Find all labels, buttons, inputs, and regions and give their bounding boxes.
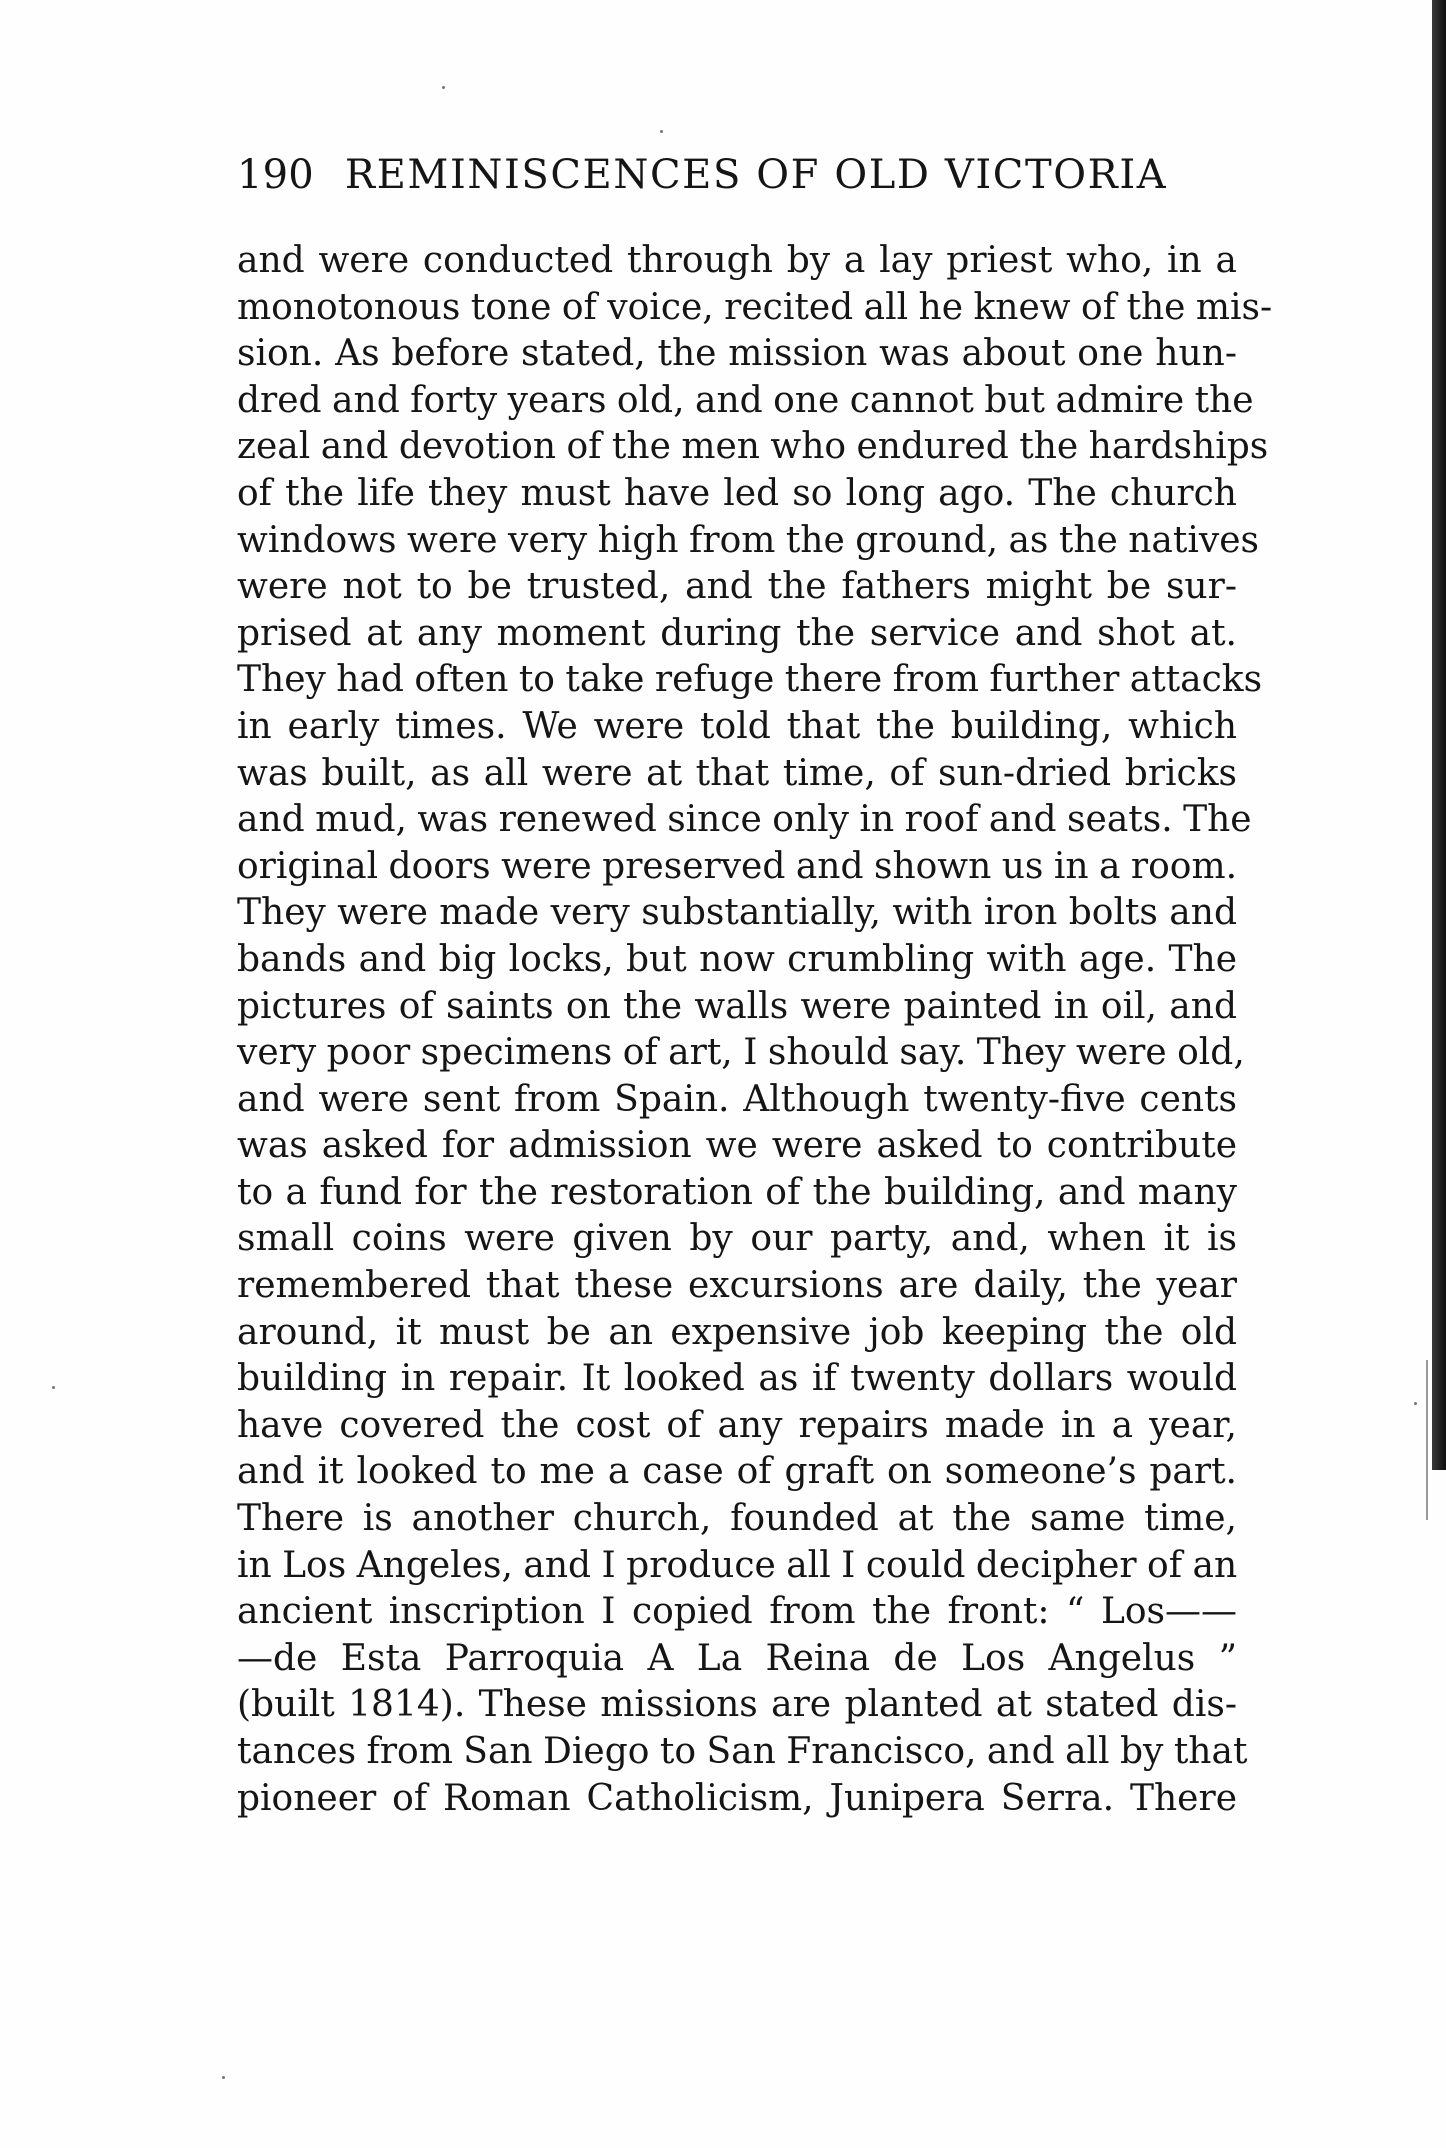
- text-line: pictures of saints on the walls were painted in oil, and: [237, 985, 1237, 1027]
- text-line: —de Esta Parroquia A La Reina de Los Angelus ”: [237, 1637, 1237, 1679]
- scan-speck: [660, 130, 663, 133]
- text-line: and were conducted through by a lay priest who, in a: [237, 240, 1237, 281]
- text-line: and it looked to me a case of graft on someone’s part.: [237, 1451, 1237, 1493]
- text-line: (built 1814). These missions are planted at stated dis-: [237, 1684, 1237, 1726]
- scan-speck: [222, 2076, 225, 2079]
- text-line: and mud, was renewed since only in roof and seats. The: [237, 799, 1252, 841]
- text-line: zeal and devotion of the men who endured the hardships: [237, 426, 1269, 468]
- text-line: and were sent from Spain. Although twenty-five cents: [237, 1078, 1237, 1120]
- text-line: prised at any moment during the service and shot at.: [237, 612, 1237, 654]
- text-line: around, it must be an expensive job keeping the old: [237, 1311, 1237, 1353]
- page-edge-mark: [1426, 1360, 1428, 1520]
- text-line: building in repair. It looked as if twenty dollars would: [237, 1358, 1237, 1400]
- text-line: have covered the cost of any repairs made in a year,: [237, 1404, 1237, 1446]
- text-line: of the life they must have led so long ago. The church: [237, 472, 1237, 514]
- text-line: tances from San Diego to San Francisco, and all by that: [237, 1731, 1248, 1772]
- text-line: sion. As before stated, the mission was about one hun-: [237, 333, 1237, 375]
- text-line: They were made very substantially, with iron bolts and: [237, 892, 1237, 934]
- text-line: windows were very high from the ground, as the natives: [237, 519, 1259, 561]
- book-spine-edge: [1432, 0, 1446, 1470]
- text-line: remembered that these excursions are daily, the year: [237, 1265, 1237, 1307]
- text-line: very poor specimens of art, I should say. They were old,: [237, 1032, 1245, 1074]
- text-line: pioneer of Roman Catholicism, Junipera Serra. There: [237, 1777, 1237, 1819]
- text-line: was asked for admission we were asked to contribute: [237, 1125, 1237, 1167]
- page-header: [237, 148, 1237, 202]
- text-line: in Los Angeles, and I produce all I could decipher of an: [237, 1544, 1238, 1586]
- scan-speck: [1414, 1402, 1417, 1405]
- text-line: They had often to take refuge there from further attacks: [237, 659, 1263, 701]
- scan-speck: [442, 86, 445, 89]
- text-line: monotonous tone of voice, recited all he knew of the mis-: [237, 286, 1273, 328]
- text-line: There is another church, founded at the same time,: [237, 1498, 1237, 1540]
- text-line: in early times. We were told that the building, which: [237, 705, 1237, 747]
- scan-speck: [52, 1386, 55, 1389]
- text-line: ancient inscription I copied from the front: “ Los——: [237, 1591, 1237, 1633]
- text-line: was built, as all were at that time, of sun-dried bricks: [237, 752, 1237, 794]
- page-number: 190: [237, 152, 314, 198]
- text-line: were not to be trusted, and the fathers might be sur-: [237, 566, 1237, 608]
- text-line: original doors were preserved and shown us in a room.: [237, 845, 1238, 887]
- running-head: REMINISCENCES OF OLD VICTORIA: [344, 152, 1168, 198]
- body-text: [237, 238, 1273, 1822]
- text-line: to a fund for the restoration of the building, and many: [237, 1171, 1237, 1213]
- text-line: bands and big locks, but now crumbling with age. The: [237, 938, 1237, 980]
- text-line: dred and forty years old, and one cannot but admire the: [237, 379, 1254, 421]
- text-line: small coins were given by our party, and, when it is: [237, 1218, 1237, 1260]
